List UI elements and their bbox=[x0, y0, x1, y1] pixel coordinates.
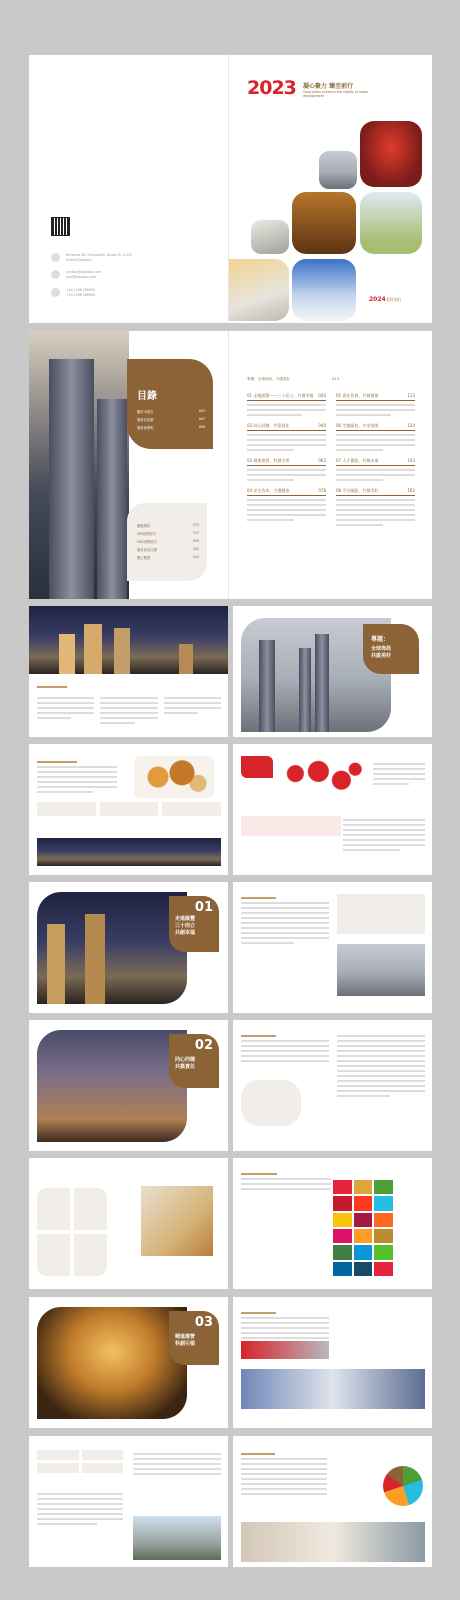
toc-section-num: 08 bbox=[336, 488, 342, 493]
toc-section-title: 同心同德，共築責任 bbox=[253, 423, 290, 428]
special-topic-block bbox=[363, 624, 419, 674]
toc-bottom-item-page: 242 bbox=[192, 547, 199, 551]
matrix-page bbox=[29, 1158, 228, 1289]
toc-left-item-page: 009 bbox=[198, 425, 205, 429]
map-left-photo bbox=[37, 838, 221, 866]
toc-left-item-label: 董事長致辭 bbox=[137, 418, 154, 422]
chapter-01-page bbox=[29, 882, 228, 1013]
report-suffix: 美好同行 bbox=[385, 297, 402, 302]
toc-section[interactable] bbox=[247, 393, 326, 419]
toc-left-list bbox=[137, 409, 205, 430]
toc-bottom-item-label: 獨立鑒證 bbox=[137, 556, 151, 560]
chapter-03-content bbox=[233, 1297, 432, 1428]
chapter-03-line-1: 精進運營 bbox=[175, 1334, 196, 1340]
toc-bottom-item-page: 244 bbox=[192, 555, 199, 559]
toc-section-page: 124 bbox=[407, 423, 415, 428]
cover-photo-family bbox=[360, 192, 422, 254]
toc-left-item-page: 007 bbox=[198, 417, 205, 421]
location-icon bbox=[51, 253, 60, 262]
toc-section-num: 07 bbox=[336, 458, 342, 463]
cover-photo-lantern bbox=[360, 121, 422, 187]
map-red-badge bbox=[241, 756, 273, 778]
sdg-page bbox=[233, 1158, 432, 1289]
toc-section-num: 03 bbox=[247, 458, 253, 463]
address-line-2: United Kingdom bbox=[66, 258, 92, 262]
toc-section-num: 05 bbox=[336, 393, 342, 398]
toc-section-page: 063 bbox=[318, 458, 326, 463]
data-left-page bbox=[29, 1436, 228, 1567]
toc-left-item[interactable] bbox=[137, 409, 205, 414]
qr-code-icon bbox=[52, 218, 69, 235]
report-year: 2024 bbox=[369, 296, 386, 303]
chapter-01-num: 01 bbox=[194, 900, 213, 915]
front-cover bbox=[229, 55, 432, 323]
toc-left-item-page: 003 bbox=[198, 409, 205, 413]
toc-section-title: 精進運營，科創引領 bbox=[253, 458, 290, 463]
map-left-page bbox=[29, 744, 228, 875]
chapter-03-block bbox=[169, 1311, 219, 1365]
toc-section-title: 平台賦能，共創美好 bbox=[342, 488, 379, 493]
toc-special-label: 專題：全球佈局，共啟美好 bbox=[247, 377, 291, 381]
toc-section-num: 04 bbox=[247, 488, 253, 493]
chapter-01-spread bbox=[29, 882, 432, 1013]
toc-building-photo bbox=[29, 331, 129, 599]
chapter-03-line-2: 科創引領 bbox=[175, 1341, 196, 1347]
toc-section-title: 責任投資，共創價值 bbox=[342, 393, 379, 398]
toc-section[interactable] bbox=[336, 393, 415, 419]
toc-bottom-item-label: GRI指標索引 bbox=[137, 532, 157, 536]
toc-section-page: 162 bbox=[407, 488, 415, 493]
data-left-photo bbox=[133, 1516, 221, 1560]
world-map-mini bbox=[134, 756, 214, 798]
cover-photo-ski bbox=[292, 259, 356, 321]
map-right-page bbox=[233, 744, 432, 875]
address-row bbox=[51, 253, 132, 263]
sdg-grid bbox=[333, 1180, 393, 1276]
email-line-1: contact@igongsz.com bbox=[66, 270, 102, 274]
cover-spread bbox=[29, 55, 432, 323]
world-map-red bbox=[277, 756, 369, 800]
email-row bbox=[51, 270, 101, 280]
toc-bottom-block bbox=[127, 503, 207, 581]
special-topic-line-1: 全球佈局 bbox=[371, 646, 392, 652]
toc-title-block bbox=[127, 359, 213, 449]
intro-page bbox=[29, 606, 228, 737]
toc-sections-grid bbox=[247, 393, 415, 529]
toc-spread bbox=[29, 331, 432, 599]
report-year-label bbox=[369, 296, 402, 303]
chapter-01-photo bbox=[37, 892, 187, 1004]
chapter-02-num: 02 bbox=[194, 1038, 213, 1053]
toc-bottom-item[interactable] bbox=[137, 539, 199, 544]
data-right-page bbox=[233, 1436, 432, 1567]
chapter-01-content-photo bbox=[337, 944, 425, 996]
toc-bottom-item-label: 讀者意見反饋 bbox=[137, 548, 157, 552]
toc-section[interactable] bbox=[336, 423, 415, 454]
chapter-02-line-2: 共築責任 bbox=[175, 1064, 196, 1070]
toc-section-page: 040 bbox=[318, 423, 326, 428]
chapter-02-spread bbox=[29, 1020, 432, 1151]
chapter-02-content bbox=[233, 1020, 432, 1151]
chapter-01-line-3: 共創幸福 bbox=[175, 930, 196, 936]
four-quadrant bbox=[37, 1188, 107, 1276]
cover-photo-towers bbox=[292, 192, 356, 254]
toc-section-num: 06 bbox=[336, 423, 342, 428]
toc-section-title: 人才蓄能，共創未來 bbox=[342, 458, 379, 463]
chapter-02-line-1: 同心同德 bbox=[175, 1057, 196, 1063]
toc-section-page: 113 bbox=[407, 393, 415, 398]
data-donut bbox=[383, 1466, 423, 1506]
toc-bottom-item[interactable] bbox=[137, 555, 199, 560]
chapter-03-spread bbox=[29, 1297, 432, 1428]
toc-left-item-label: 董事會聲明 bbox=[137, 426, 154, 430]
toc-bottom-item-page: 233 bbox=[192, 523, 199, 527]
toc-section[interactable] bbox=[247, 423, 326, 454]
toc-section-title: 生態綠色，共享家園 bbox=[342, 423, 379, 428]
phone-icon bbox=[51, 288, 60, 297]
chapter-03-photo bbox=[37, 1307, 187, 1419]
toc-bottom-item-page: 239 bbox=[192, 539, 199, 543]
toc-bottom-item[interactable] bbox=[137, 523, 199, 528]
matrix-spread bbox=[29, 1158, 432, 1289]
toc-section-page: 143 bbox=[407, 458, 415, 463]
email-line-2: mail@igongsz.com bbox=[66, 275, 97, 279]
toc-bottom-item-label: ESG指標索引 bbox=[137, 540, 157, 544]
chapter-01-content bbox=[233, 882, 432, 1013]
toc-left-item[interactable] bbox=[137, 417, 205, 422]
toc-title: 目錄 bbox=[137, 391, 157, 402]
chapter-03-page bbox=[29, 1297, 228, 1428]
phone-line-2: +44 1268 286090 bbox=[66, 293, 96, 297]
intro-city-photo bbox=[29, 606, 228, 674]
toc-section-title: 走進匯豐——三十而立，共創幸福 bbox=[253, 393, 314, 398]
special-topic-spread bbox=[29, 606, 432, 737]
cover-photo-lab bbox=[229, 259, 289, 321]
toc-section[interactable] bbox=[247, 458, 326, 484]
toc-left-item[interactable] bbox=[137, 425, 205, 430]
toc-bottom-item-label: 關鍵績效 bbox=[137, 524, 151, 528]
data-spread bbox=[29, 1436, 432, 1567]
chapter-01-line-1: 走進匯豐 bbox=[175, 916, 196, 922]
map-spread bbox=[29, 744, 432, 875]
toc-bottom-item[interactable] bbox=[137, 531, 199, 536]
cover-slogan-en: Good plans enhance the vitality of urban development bbox=[303, 90, 369, 98]
toc-section-page: 078 bbox=[318, 488, 326, 493]
chapter-01-block bbox=[169, 896, 219, 952]
chapter-02-block bbox=[169, 1034, 219, 1088]
chapter-01-line-2: 三十而立 bbox=[175, 923, 196, 929]
toc-special[interactable] bbox=[247, 377, 339, 382]
cover-slogan: 凝心聚力 臻至前行 bbox=[303, 83, 354, 90]
special-topic-title: 專題： bbox=[371, 636, 390, 643]
toc-left-page bbox=[29, 331, 228, 599]
toc-section-num: 02 bbox=[247, 423, 253, 428]
address-line-1: Britannia 6S, Farnsworth, Bissau B, A 2LR bbox=[66, 253, 132, 257]
toc-section-num: 01 bbox=[247, 393, 253, 398]
toc-bottom-item-page: 237 bbox=[192, 531, 199, 535]
chapter-02-photo bbox=[37, 1030, 187, 1142]
toc-section[interactable] bbox=[247, 488, 326, 529]
special-topic-line-2: 共啟美好 bbox=[371, 653, 392, 659]
toc-left-item-label: 關於本報告 bbox=[137, 410, 154, 414]
toc-section[interactable] bbox=[336, 458, 415, 484]
toc-special-page: 013 bbox=[332, 377, 339, 381]
chapter-02-page bbox=[29, 1020, 228, 1151]
phone-row bbox=[51, 288, 95, 298]
cover-photo-museum bbox=[319, 151, 357, 189]
cover-photo-tech bbox=[251, 220, 289, 254]
phone-line-1: +44 1268 286092 bbox=[66, 288, 96, 292]
toc-section-title: 安全為本，守護健康 bbox=[253, 488, 290, 493]
toc-right-page bbox=[229, 331, 432, 599]
cover-year: 2023 bbox=[247, 77, 296, 99]
email-icon bbox=[51, 270, 60, 279]
chapter-03-num: 03 bbox=[194, 1315, 213, 1330]
toc-section-page: 020 bbox=[318, 393, 326, 398]
toc-section[interactable] bbox=[336, 488, 415, 529]
toc-bottom-item[interactable] bbox=[137, 547, 199, 552]
back-cover bbox=[29, 55, 228, 323]
special-topic-page bbox=[233, 606, 432, 737]
materiality-matrix bbox=[141, 1186, 213, 1256]
